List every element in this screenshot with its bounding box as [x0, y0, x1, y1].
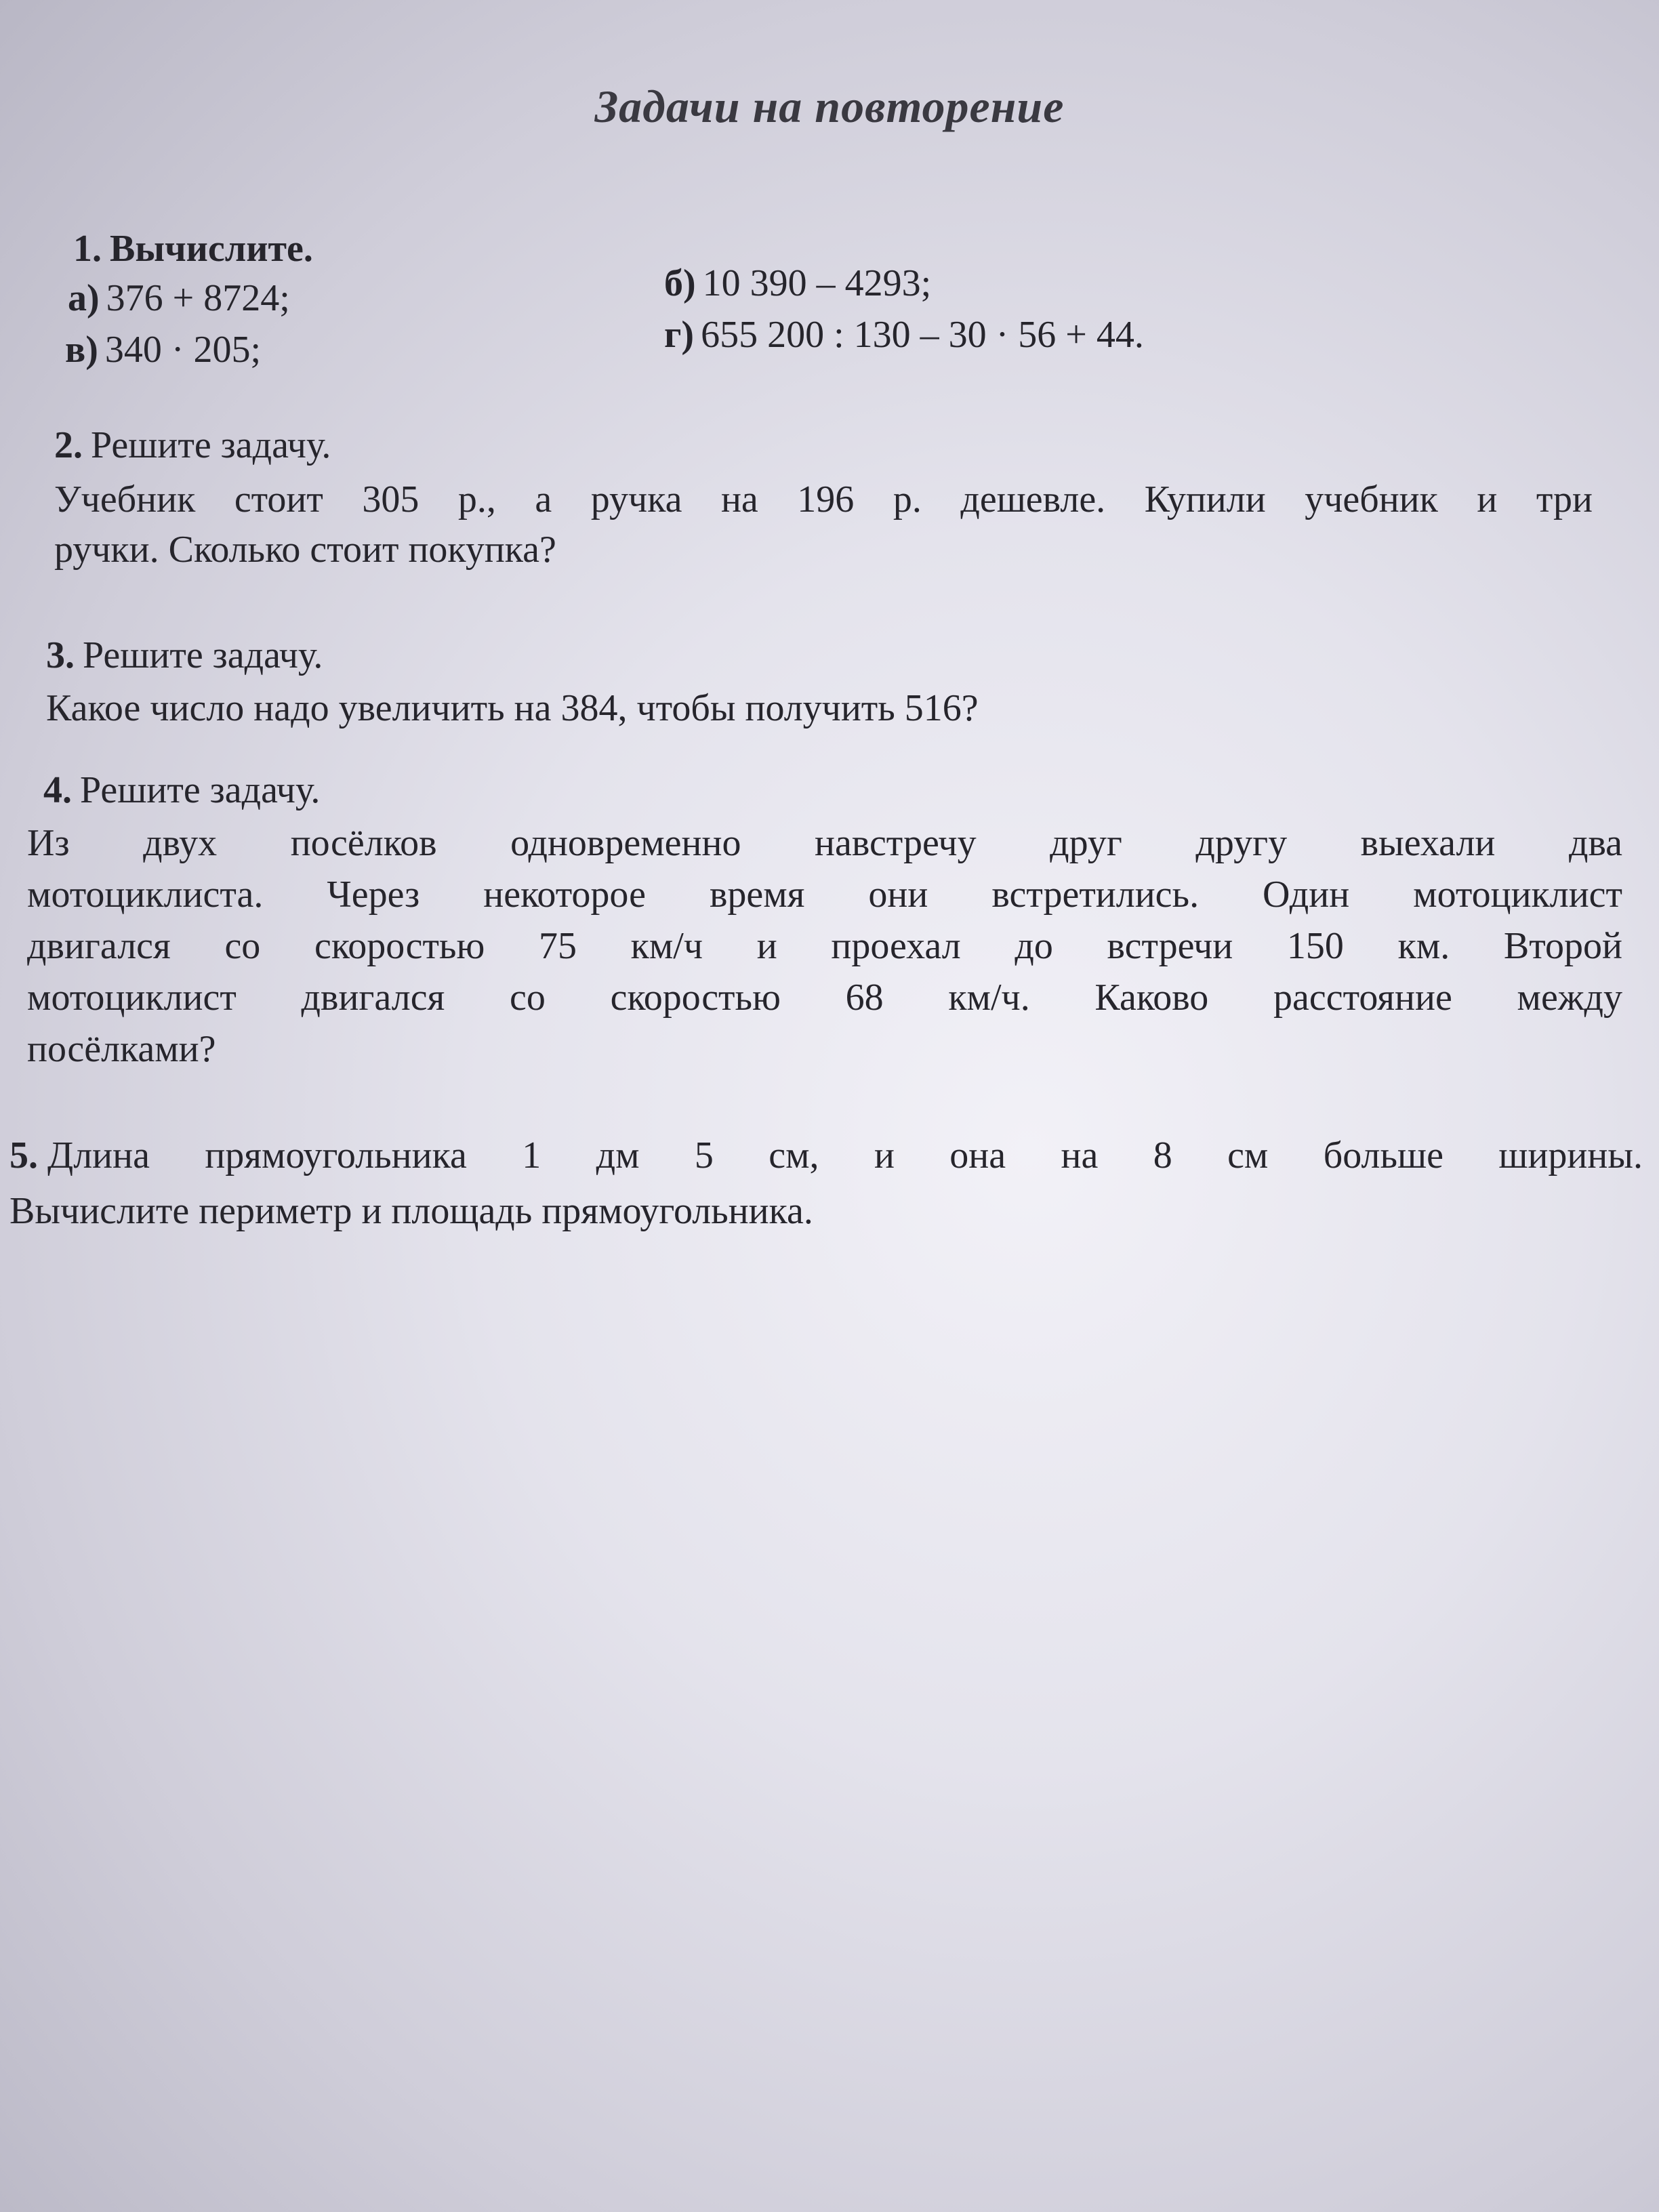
task-2-line-1: Учебник стоит 305 р., а ручка на 196 р. дешевле. Купили учебник и три — [54, 478, 1593, 520]
task-4-line-2: мотоциклиста. Через некоторое время они встретились. Один мотоциклист — [27, 874, 1622, 916]
task-1-heading — [73, 224, 313, 274]
task-4-line-3: двигался со скоростью 75 км/ч и проехал до встречи 150 км. Второй — [27, 925, 1622, 967]
task-1-item-b — [664, 258, 931, 309]
item-expression: 376 + 8724; — [106, 277, 290, 319]
page-title: Задачи на повторение — [594, 81, 1065, 132]
task-number: 1. — [73, 228, 102, 270]
task-4 — [27, 764, 1622, 1075]
task-5 — [9, 1128, 1643, 1239]
task-5-text-1: Длина прямоугольника 1 дм 5 см, и она на 8 см больше ширины. — [47, 1134, 1643, 1176]
item-label: в) — [65, 329, 98, 371]
task-instruction: Решите задачу. — [80, 769, 321, 811]
item-expression: 340 · 205; — [104, 329, 262, 371]
task-number: 5. — [9, 1134, 38, 1176]
task-4-line-1: Из двух посёлков одновременно навстречу друг другу выехали два — [27, 822, 1622, 864]
task-1-item-v — [65, 324, 261, 375]
task-3 — [46, 630, 979, 733]
task-3-heading — [46, 630, 979, 680]
task-5-line-2: Вычислите периметр и площадь прямоугольника. — [9, 1190, 813, 1232]
task-4-line-5: посёлками? — [27, 1028, 216, 1070]
task-instruction: Вычислите. — [110, 228, 313, 270]
item-label: а) — [68, 277, 100, 319]
task-number: 3. — [46, 634, 75, 676]
task-2-line-2: ручки. Сколько стоит покупка? — [54, 529, 556, 571]
task-1-item-a — [68, 272, 290, 324]
item-expression: 655 200 : 130 – 30 · 56 + 44. — [701, 314, 1144, 356]
task-1-item-g — [664, 309, 1144, 361]
task-instruction: Решите задачу. — [91, 424, 331, 466]
task-4-line-4: мотоциклист двигался со скоростью 68 км/ч. Каково расстояние между — [27, 977, 1622, 1019]
task-instruction: Решите задачу. — [83, 634, 323, 676]
task-5-line-1 — [9, 1128, 1643, 1183]
task-number: 2. — [54, 424, 83, 466]
item-label: б) — [664, 262, 696, 304]
task-2 — [54, 420, 1593, 575]
task-number: 4. — [43, 769, 72, 811]
item-label: г) — [664, 314, 695, 356]
task-1 — [73, 224, 313, 274]
item-expression: 10 390 – 4293; — [702, 262, 932, 304]
task-3-line-1: Какое число надо увеличить на 384, чтобы получить 516? — [46, 687, 979, 729]
task-4-heading — [27, 764, 1622, 816]
task-2-heading — [54, 420, 1593, 470]
